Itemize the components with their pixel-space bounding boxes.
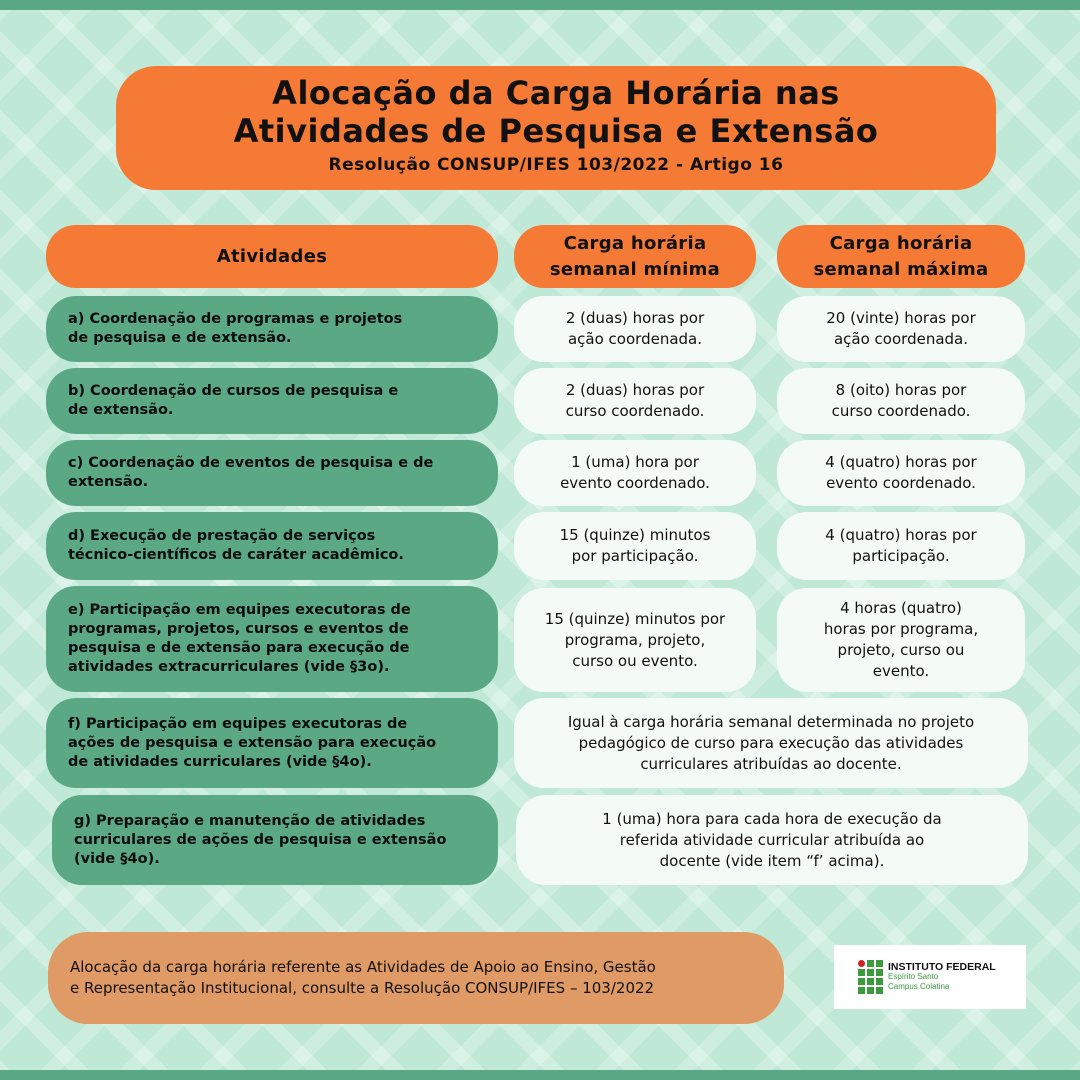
max-cell-b: 8 (oito) horas por curso coordenado. (777, 368, 1025, 434)
min-cell-e: 15 (quinze) minutos por programa, projeto, curso ou evento. (514, 588, 756, 692)
header-min-workload (514, 225, 756, 288)
activity-row-d (46, 512, 498, 580)
activity-row-a (46, 296, 498, 362)
header-activities: Atividades (46, 225, 498, 288)
footer-note: Alocação da carga horária referente as Atividades de Apoio ao Ensino, Gestão e Representação Institucional, consulte a Resolução CONSUP/IFES – 103/2022 (48, 932, 784, 1024)
max-cell-c: 4 (quatro) horas por evento coordenado. (777, 440, 1025, 506)
activity-row-b (46, 368, 498, 434)
ifes-emblem-icon (858, 960, 883, 994)
activity-label: f) Participação em equipes executoras de ações de pesquisa e extensão para execução de atividades curriculares (vide §4o). (68, 715, 437, 770)
merged-cell-g: 1 (uma) hora para cada hora de execução da referida atividade curricular atribuída ao docente (vide item “f’ acima). (516, 795, 1028, 885)
logo-campus: Campus Colatina (888, 982, 950, 991)
header-min-label: Carga horária semanal mínima (549, 232, 721, 280)
title-line-2: Atividades de Pesquisa e Extensão (233, 112, 879, 150)
ifes-logo (834, 945, 1026, 1009)
title-line-1: Alocação da Carga Horária nas (272, 74, 840, 112)
top-border (0, 0, 1080, 10)
logo-name: INSTITUTO FEDERAL (888, 961, 996, 973)
logo-text (888, 962, 996, 992)
activity-label: c) Coordenação de eventos de pesquisa e de extensão. (68, 455, 434, 490)
activity-label: e) Participação em equipes executoras de programas, projetos, cursos e eventos de pesquisa e de extensão para execução de atividades extracurriculares (vide §3o). (68, 602, 411, 675)
activity-row-f (46, 698, 498, 788)
activity-label: d) Execução de prestação de serviços técnico-científicos de caráter acadêmico. (68, 528, 404, 563)
title-subtitle: Resolução CONSUP/IFES 103/2022 - Artigo 16 (328, 155, 784, 175)
max-cell-e: 4 horas (quatro) horas por programa, projeto, curso ou evento. (777, 588, 1025, 692)
max-cell-a: 20 (vinte) horas por ação coordenada. (777, 296, 1025, 362)
activity-label: g) Preparação e manutenção de atividades curriculares de ações de pesquisa e extensão (vide §4o). (74, 812, 447, 867)
activity-row-g (52, 795, 498, 885)
min-cell-d: 15 (quinze) minutos por participação. (514, 512, 756, 580)
header-max-workload (777, 225, 1025, 288)
merged-cell-f: Igual à carga horária semanal determinada no projeto pedagógico de curso para execução das atividades curriculares atribuídas ao docente. (514, 698, 1028, 788)
min-cell-c: 1 (uma) hora por evento coordenado. (514, 440, 756, 506)
min-cell-a: 2 (duas) horas por ação coordenada. (514, 296, 756, 362)
min-cell-b: 2 (duas) horas por curso coordenado. (514, 368, 756, 434)
max-cell-d: 4 (quatro) horas por participação. (777, 512, 1025, 580)
activity-label: a) Coordenação de programas e projetos de pesquisa e de extensão. (68, 311, 403, 346)
title-banner (116, 66, 996, 190)
activity-row-e (46, 586, 498, 692)
activity-row-c (46, 440, 498, 506)
activity-label: b) Coordenação de cursos de pesquisa e de extensão. (68, 383, 399, 418)
bottom-border (0, 1070, 1080, 1080)
logo-state: Espírito Santo (888, 972, 939, 981)
header-max-label: Carga horária semanal máxima (813, 232, 989, 280)
